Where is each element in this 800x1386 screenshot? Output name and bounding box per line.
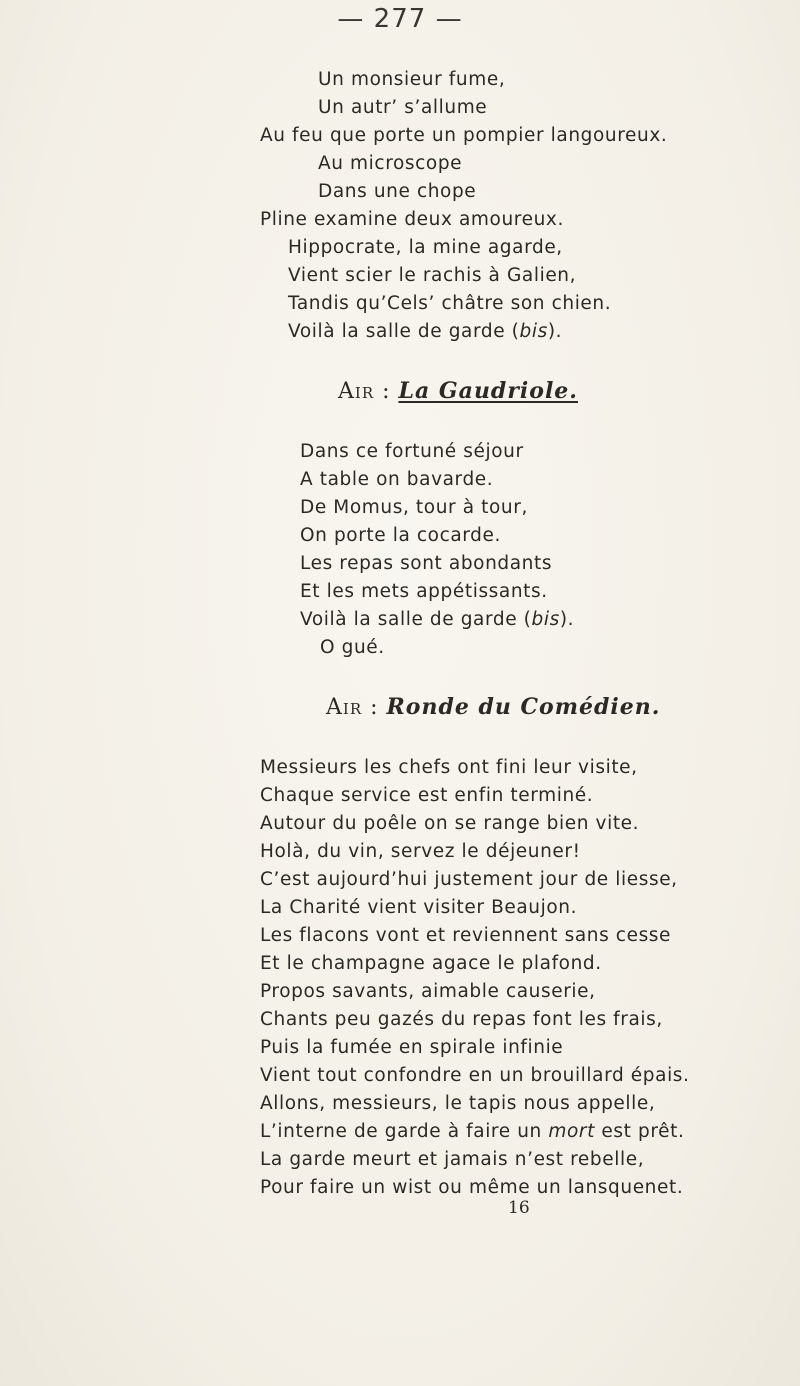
verse-line: Vient scier le rachis à Galien,: [288, 265, 577, 286]
verse-line: [300, 608, 574, 632]
verse-text: est prêt.: [594, 1121, 685, 1142]
bis-marker: bis: [531, 609, 560, 630]
verse-line: Dans ce fortuné séjour: [300, 441, 524, 462]
verse-line: C’est aujourd’hui justement jour de liesse,: [260, 869, 678, 890]
verse-line: La Charité vient visiter Beaujon.: [260, 897, 578, 918]
verse-text: Voilà la salle de garde (: [300, 609, 532, 630]
verse-line: Les flacons vont et reviennent sans cesse: [260, 925, 672, 946]
page-number: — 277 —: [337, 4, 463, 34]
verse-line: Tandis qu’Cels’ châtre son chien.: [288, 293, 612, 314]
air-heading-2: [326, 694, 660, 720]
verse-line: Chaque service est enfin terminé.: [260, 785, 594, 806]
verse-text: ).: [547, 321, 563, 342]
verse-line: [288, 320, 562, 344]
signature-mark: 16: [508, 1198, 530, 1218]
verse-italic-word: mort: [548, 1121, 595, 1142]
verse-line: Puis la fumée en spirale infinie: [260, 1037, 564, 1058]
verse-line: Au feu que porte un pompier langoureux.: [260, 125, 668, 146]
verse-line: Pour faire un wist ou même un lansquenet.: [260, 1177, 684, 1198]
air-label: Air :: [338, 379, 391, 404]
verse-line: Autour du poêle on se range bien vite.: [260, 813, 640, 834]
verse-line: Messieurs les chefs ont fini leur visite,: [260, 757, 638, 778]
verse-line: Chants peu gazés du repas font les frais,: [260, 1009, 663, 1030]
verse-line: A table on bavarde.: [300, 469, 494, 490]
verse-text: L’interne de garde à faire un: [260, 1121, 549, 1142]
air-label: Air :: [326, 695, 379, 720]
verse-line: Un autr’ s’allume: [318, 97, 488, 118]
verse-line: Allons, messieurs, le tapis nous appelle,: [260, 1093, 656, 1114]
verse-line: Pline examine deux amoureux.: [260, 209, 564, 230]
verse-text: ).: [559, 609, 575, 630]
verse-line: Vient tout confondre en un brouillard épais.: [260, 1065, 690, 1086]
verse-line: Holà, du vin, servez le déjeuner!: [260, 841, 581, 862]
verse-line: Et le champagne agace le plafond.: [260, 953, 602, 974]
verse-line: Les repas sont abondants: [300, 553, 553, 574]
air-title: Ronde du Comédien.: [386, 694, 661, 720]
verse-line: O gué.: [320, 637, 385, 658]
verse-line: De Momus, tour à tour,: [300, 497, 528, 518]
verse-line: Propos savants, aimable causerie,: [260, 981, 596, 1002]
verse-line: Un monsieur fume,: [318, 69, 506, 90]
bis-marker: bis: [519, 321, 548, 342]
air-heading-1: [338, 378, 578, 404]
verse-text: Voilà la salle de garde (: [288, 321, 520, 342]
verse-line: [260, 1120, 684, 1144]
verse-line: On porte la cocarde.: [300, 525, 501, 546]
verse-line: Hippocrate, la mine agarde,: [288, 237, 563, 258]
verse-line: Au microscope: [318, 153, 463, 174]
verse-line: Et les mets appétissants.: [300, 581, 548, 602]
verse-line: Dans une chope: [318, 181, 477, 202]
verse-line: La garde meurt et jamais n’est rebelle,: [260, 1149, 645, 1170]
air-title: La Gaudriole.: [398, 378, 578, 404]
